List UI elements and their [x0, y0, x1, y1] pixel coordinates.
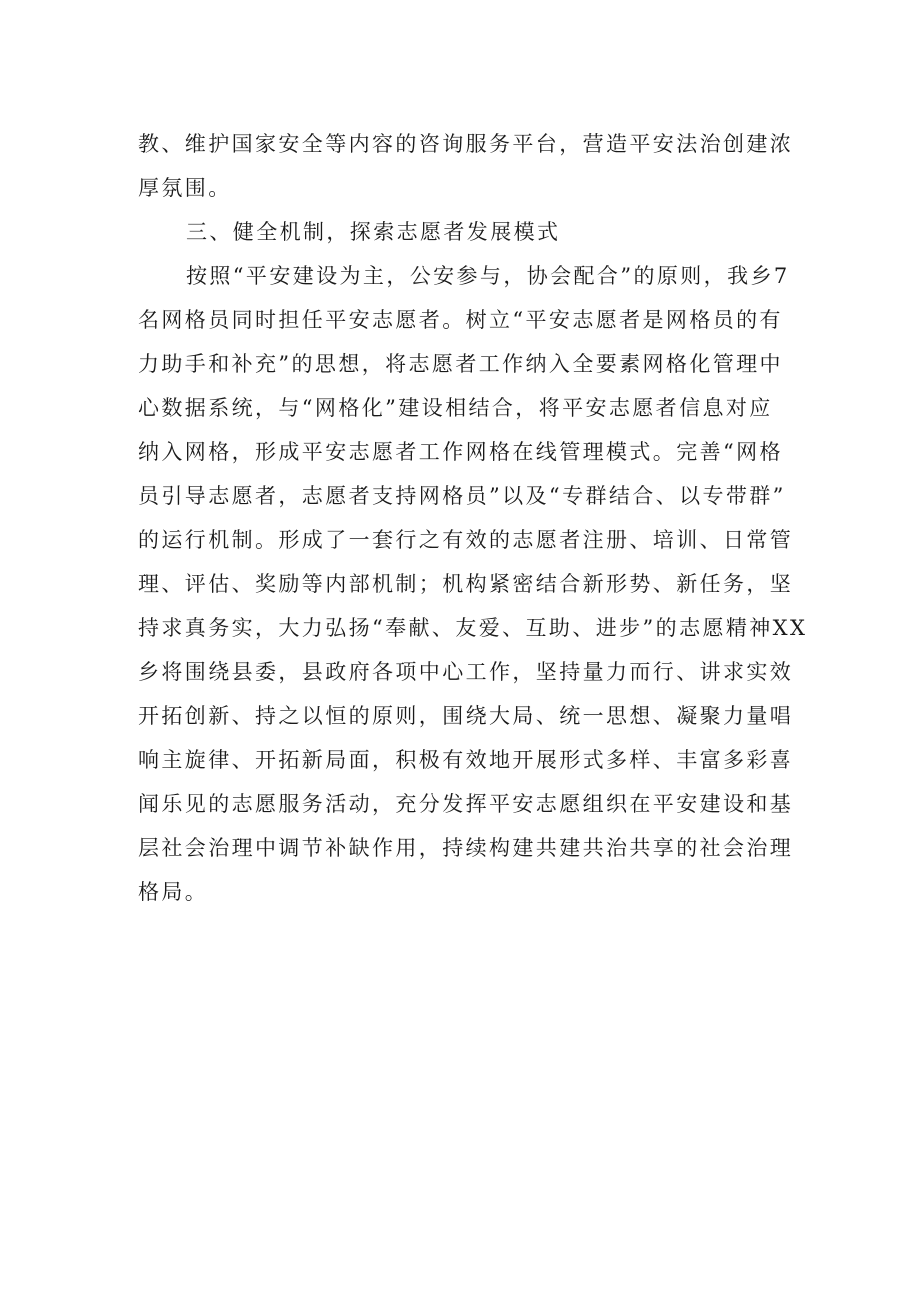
text-line: 纳入网格，形成平安志愿者工作网格在线管理模式。完善“网格 — [138, 440, 783, 464]
main-paragraph — [138, 254, 808, 914]
text-line: 理、评估、奖励等内部机制；机构紧密结合新形势、新任务，坚 — [138, 572, 794, 596]
document-body — [138, 122, 808, 914]
text-line: 开拓创新、持之以恒的原则，围绕大局、统一思想、凝聚力量唱 — [138, 704, 794, 728]
text-line: 响主旋律、开拓新局面，积极有效地开展形式多样、丰富多彩喜 — [138, 748, 794, 772]
text-line: 名网格员同时担任平安志愿者。树立“平安志愿者是网格员的有 — [138, 308, 783, 332]
text-line: 教、维护国家安全等内容的咨询服务平台，营造平安法治创建浓 — [138, 132, 794, 156]
text-line: 厚氛围。 — [138, 176, 232, 200]
text-line: 按照“平安建设为主，公安参与，协会配合”的原则，我乡7 — [186, 264, 790, 288]
continued-paragraph — [138, 122, 798, 210]
text-line: 层社会治理中调节补缺作用，持续构建共建共治共享的社会治理 — [138, 836, 794, 860]
text-line: 持求真务实，大力弘扬“奉献、友爱、互助、进步”的志愿精神XX — [138, 616, 808, 640]
section-heading: 三、健全机制，探索志愿者发展模式 — [186, 220, 561, 244]
text-line: 的运行机制。形成了一套行之有效的志愿者注册、培训、日常管 — [138, 528, 794, 552]
text-line: 格局。 — [138, 880, 209, 904]
text-line: 员引导志愿者，志愿者支持网格员”以及“专群结合、以专带群” — [138, 484, 786, 508]
text-line: 闻乐见的志愿服务活动，充分发挥平安志愿组织在平安建设和基 — [138, 792, 794, 816]
text-line: 力助手和补充”的思想，将志愿者工作纳入全要素网格化管理中 — [138, 352, 783, 376]
text-line: 乡将围绕县委，县政府各项中心工作，坚持量力而行、讲求实效 — [138, 660, 794, 684]
text-line: 心数据系统，与“网格化”建设相结合，将平安志愿者信息对应 — [138, 396, 773, 420]
